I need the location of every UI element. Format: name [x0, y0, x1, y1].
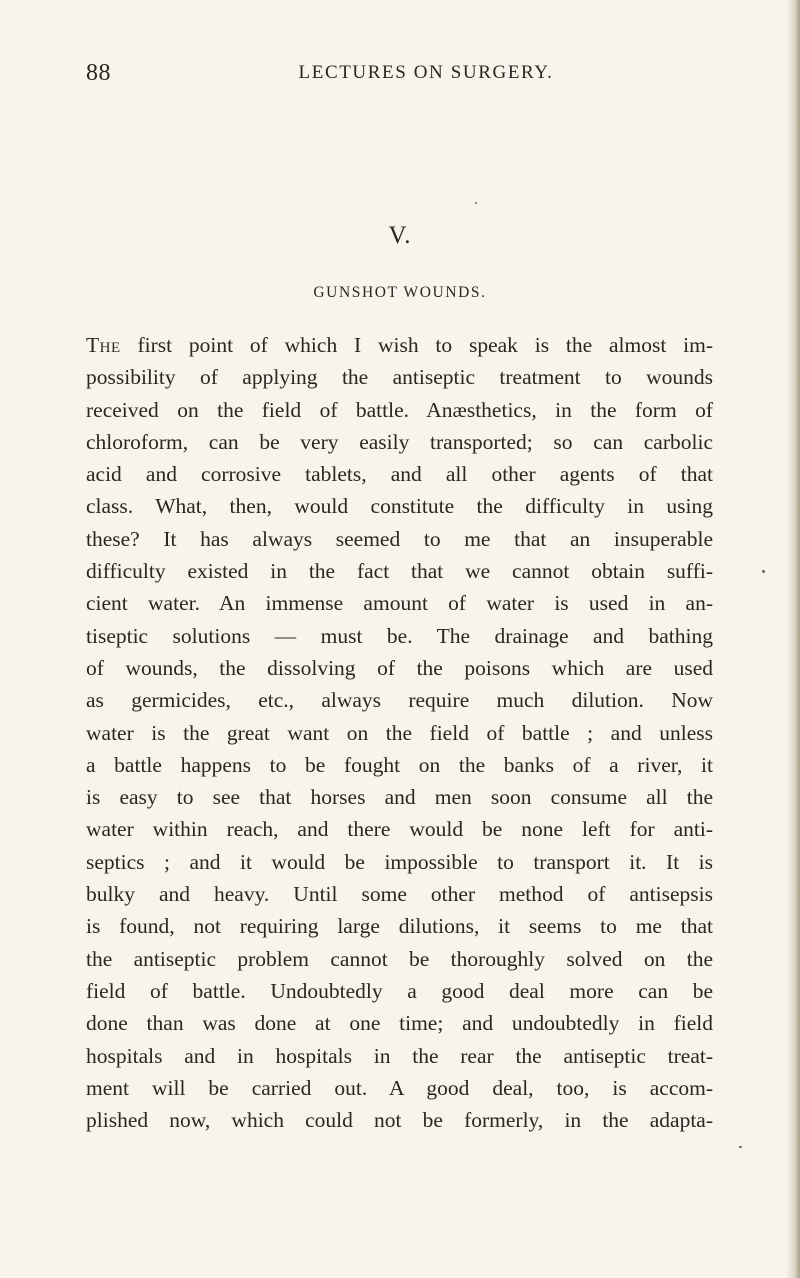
body-line: field of battle. Undoubtedly a good deal more can be [86, 978, 713, 1003]
body-line: the antiseptic problem cannot be thoroughly solved on the [86, 946, 713, 971]
body-line: plished now, which could not be formerly, in the adapta- [86, 1108, 713, 1133]
running-head: LECTURES ON SURGERY. [298, 62, 554, 83]
body-line: is found, not requiring large dilutions, it seems to me that [86, 914, 713, 939]
body-line: difficulty existed in the fact that we cannot obtain suffi- [86, 559, 713, 584]
body-line: done than was done at one time; and undoubtedly in field [86, 1011, 713, 1036]
body-line: received on the field of battle. Anæsthetics, in the form of [86, 397, 713, 422]
body-line: as germicides, etc., always require much dilution. Now [86, 688, 713, 713]
body-line: water within reach, and there would be none left for anti- [86, 817, 713, 842]
paper-speck [475, 202, 477, 204]
body-line: ment will be carried out. A good deal, too, is accom- [86, 1075, 713, 1100]
body-line [86, 329, 713, 361]
body-line: class. What, then, would constitute the difficulty in using [86, 494, 713, 519]
body-line: is easy to see that horses and men soon consume all the [86, 785, 713, 810]
body-line-text: first point of which I wish to speak is the almost im- [120, 333, 713, 357]
page-header [86, 60, 726, 92]
body-text [86, 329, 713, 1136]
page-number: 88 [86, 60, 111, 86]
section-title: GUNSHOT WOUNDS. [313, 284, 487, 301]
body-line: these? It has always seemed to me that an insuperable [86, 526, 713, 551]
body-line: septics ; and it would be impossible to transport it. It is [86, 849, 713, 874]
lead-word: The [86, 333, 121, 357]
body-line: bulky and heavy. Until some other method of antisepsis [86, 882, 713, 907]
paper-speck [762, 570, 765, 573]
section-number: V. [388, 222, 412, 249]
body-line: water is the great want on the field of battle ; and unless [86, 720, 713, 745]
body-line: chloroform, can be very easily transported; so can carbolic [86, 429, 713, 454]
body-line: acid and corrosive tablets, and all other agents of that [86, 462, 713, 487]
body-line: tiseptic solutions — must be. The drainage and bathing [86, 623, 713, 648]
body-line: possibility of applying the antiseptic treatment to wounds [86, 365, 713, 390]
page-edge-shadow [786, 0, 800, 1278]
body-line: a battle happens to be fought on the banks of a river, it [86, 752, 713, 777]
body-line: cient water. An immense amount of water is used in an- [86, 591, 713, 616]
paper-speck [739, 1146, 742, 1148]
body-line: of wounds, the dissolving of the poisons which are used [86, 655, 713, 680]
body-line: hospitals and in hospitals in the rear the antiseptic treat- [86, 1043, 713, 1068]
